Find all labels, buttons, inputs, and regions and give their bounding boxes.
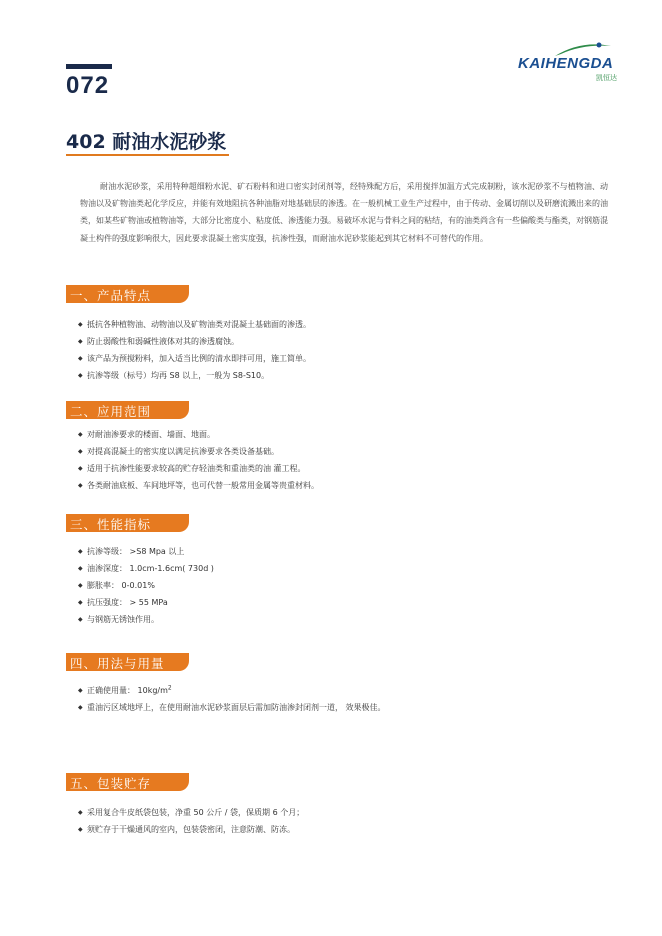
bullet-icon: ◆ [78, 448, 83, 455]
bullet-icon: ◆ [78, 431, 83, 438]
company-logo [518, 40, 638, 80]
features-list [78, 316, 311, 384]
list-item: ◆ 防止弱酸性和弱碱性液体对其的渗透腐蚀。 [78, 333, 311, 350]
list-item: ◆ 各类耐油底板、车间地坪等，也可代替一般常用金属等贵重材料。 [78, 477, 319, 494]
list-item: ◆ 油渗深度： 1.0cm-1.6cm( 730d ) [78, 560, 214, 577]
list-item: ◆ 采用复合牛皮纸袋包装，净重 50 公斤 / 袋，保质期 6 个月； [78, 804, 304, 821]
list-item: ◆ 膨胀率： 0-0.01% [78, 577, 214, 594]
bullet-icon: ◆ [78, 338, 83, 345]
list-item: ◆ 重油污区域地坪上，在使用耐油水泥砂浆面层后需加防油渗封闭剂一道， 效果极佳。 [78, 699, 386, 716]
list-item: ◆ 抗渗等级（标号）均再 S8 以上，一般为 S8-S10。 [78, 367, 311, 384]
bullet-icon: ◆ [78, 616, 83, 623]
section-heading-specs [66, 514, 189, 532]
bullet-icon: ◆ [78, 582, 83, 589]
bullet-icon: ◆ [78, 826, 83, 833]
bullet-icon: ◆ [78, 482, 83, 489]
packaging-list [78, 804, 304, 838]
specs-list [78, 543, 214, 628]
bullet-icon: ◆ [78, 321, 83, 328]
section-heading-packaging [66, 773, 189, 791]
bullet-icon: ◆ [78, 355, 83, 362]
bullet-icon: ◆ [78, 809, 83, 816]
list-item: ◆ 须贮存于干燥通风的室内，包装袋密闭，注意防潮、防冻。 [78, 821, 304, 838]
bullet-icon: ◆ [78, 565, 83, 572]
applications-list [78, 426, 319, 494]
list-item: ◆ 对耐油渗要求的楼面、墙面、地面。 [78, 426, 319, 443]
list-item: ◆ 抗渗等级： >S8 Mpa 以上 [78, 543, 214, 560]
bullet-icon: ◆ [78, 687, 83, 694]
bullet-icon: ◆ [78, 372, 83, 379]
section-heading-label: 二、应用范围 [70, 404, 152, 419]
section-heading-usage [66, 653, 189, 671]
page-title: 402 耐油水泥砂浆 [66, 131, 227, 153]
page-number: 072 [66, 72, 110, 99]
section-heading-label: 四、用法与用量 [70, 656, 165, 671]
intro-paragraph: 耐油水泥砂浆，采用特种超细粉水泥、矿石粉料和进口密实封闭剂等，经特殊配方后，采用搅拌加温方式完成制粉，该水泥砂浆不与植物油、动物油以及矿物油类起化学反应，并能有效地阻抗各种油脂对地基础层的渗透。在一般机械工业生产过程中，由于传动、金属切削以及研磨流溅出来的油类，如某些矿物油或植物油等，大部分比密度小、粘度低、渗透能力强。易破坏水泥与骨料之间的粘结，有的油类尚含有一些偏酸类与酯类，对钢筋混凝土构件的强度影响很大，因此要求混凝土密实度强，抗渗性强，而耐油水泥砂浆能起到其它材料不可替代的作用。 [80, 182, 608, 243]
section-heading-label: 五、包装贮存 [70, 776, 152, 791]
list-item: ◆ 适用于抗渗性能要求较高的贮存轻油类和重油类的油 灌工程。 [78, 460, 319, 477]
bullet-icon: ◆ [78, 465, 83, 472]
list-item: ◆ 与钢筋无锈蚀作用。 [78, 611, 214, 628]
section-heading-features [66, 285, 189, 303]
page-number-bar [66, 64, 112, 69]
bullet-icon: ◆ [78, 599, 83, 606]
superscript: 2 [167, 684, 172, 692]
logo-text: KAIHENGDA [518, 55, 614, 72]
logo-subtext: 凯恒达 [596, 74, 617, 82]
usage-list [78, 682, 386, 716]
list-item: ◆ 对提高混凝土的密实度以满足抗渗要求各类设备基础。 [78, 443, 319, 460]
section-heading-applications [66, 401, 189, 419]
title-underline [66, 154, 229, 156]
list-item: ◆ 抗压强度： > 55 MPa [78, 594, 214, 611]
section-heading-label: 一、产品特点 [70, 288, 152, 303]
list-item: ◆ 正确使用量： $10kg/m^2$ [78, 682, 386, 699]
bullet-icon: ◆ [78, 704, 83, 711]
section-heading-label: 三、性能指标 [70, 517, 152, 532]
list-item: ◆ 该产品为预搅粉料，加入适当比例的清水即拌可用，施工简单。 [78, 350, 311, 367]
bullet-icon: ◆ [78, 548, 83, 555]
list-item: ◆ 抵抗各种植物油、动物油以及矿物油类对混凝土基础面的渗透。 [78, 316, 311, 333]
